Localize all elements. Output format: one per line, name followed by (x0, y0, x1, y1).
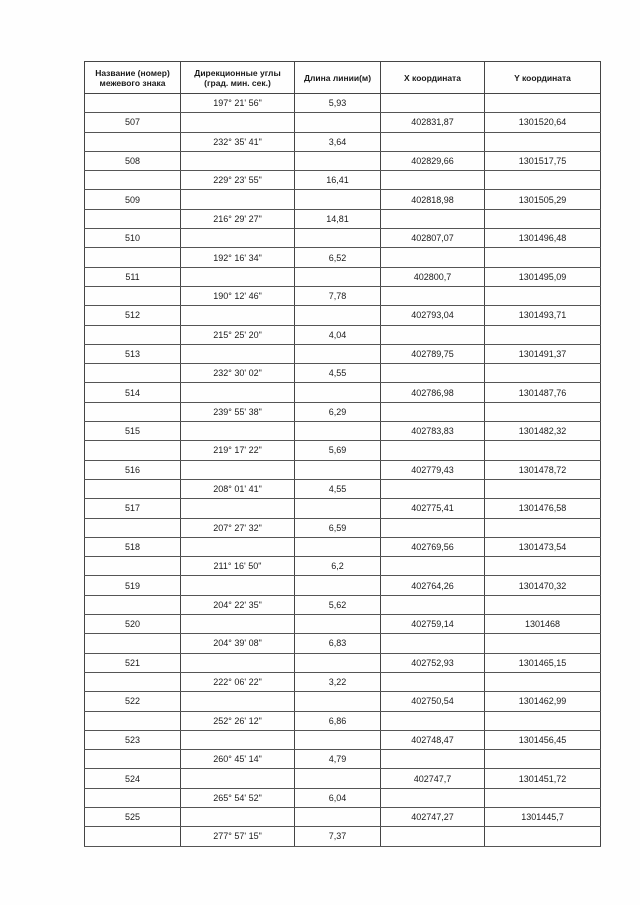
cell-line-length: 6,04 (295, 788, 381, 807)
cell-direction-angle (181, 576, 295, 595)
cell-x-coordinate (381, 595, 485, 614)
cell-x-coordinate: 402769,56 (381, 537, 485, 556)
cell-direction-angle: 229° 23' 55" (181, 171, 295, 190)
cell-line-length (295, 306, 381, 325)
cell-marker-name (85, 827, 181, 846)
cell-y-coordinate: 1301495,09 (485, 267, 601, 286)
cell-x-coordinate (381, 94, 485, 113)
cell-y-coordinate: 1301478,72 (485, 460, 601, 479)
cell-direction-angle (181, 460, 295, 479)
cell-marker-name (85, 441, 181, 460)
cell-x-coordinate (381, 171, 485, 190)
header-line-length: Длина линии(м) (295, 62, 381, 94)
cell-y-coordinate (485, 402, 601, 421)
cell-marker-name: 518 (85, 537, 181, 556)
cell-direction-angle: 207° 27' 32" (181, 518, 295, 537)
cell-marker-name: 512 (85, 306, 181, 325)
cell-line-length (295, 383, 381, 402)
cell-direction-angle: 208° 01' 41" (181, 479, 295, 498)
cell-x-coordinate (381, 441, 485, 460)
header-marker-name: Название (номер) межевого знака (85, 62, 181, 94)
cell-direction-angle: 252° 26' 12" (181, 711, 295, 730)
cell-x-coordinate: 402793,04 (381, 306, 485, 325)
cell-y-coordinate: 1301496,48 (485, 229, 601, 248)
table-body (85, 94, 601, 847)
cell-x-coordinate: 402775,41 (381, 499, 485, 518)
cell-line-length: 6,52 (295, 248, 381, 267)
cell-marker-name: 509 (85, 190, 181, 209)
cell-y-coordinate (485, 827, 601, 846)
cell-marker-name (85, 634, 181, 653)
cell-x-coordinate: 402747,7 (381, 769, 485, 788)
cell-direction-angle (181, 653, 295, 672)
cell-y-coordinate: 1301468 (485, 615, 601, 634)
cell-marker-name (85, 325, 181, 344)
cell-line-length: 4,79 (295, 750, 381, 769)
cell-marker-name: 524 (85, 769, 181, 788)
table-row-segment (85, 672, 601, 691)
cell-line-length: 5,93 (295, 94, 381, 113)
cell-direction-angle: 265° 54' 52" (181, 788, 295, 807)
table-row-marker (85, 576, 601, 595)
cell-direction-angle: 215° 25' 20" (181, 325, 295, 344)
table-row-segment (85, 711, 601, 730)
cell-direction-angle (181, 190, 295, 209)
cell-marker-name (85, 94, 181, 113)
cell-line-length: 5,62 (295, 595, 381, 614)
cell-x-coordinate (381, 518, 485, 537)
cell-line-length (295, 653, 381, 672)
cell-x-coordinate (381, 788, 485, 807)
cell-y-coordinate: 1301462,99 (485, 692, 601, 711)
table-row-segment (85, 595, 601, 614)
cell-marker-name (85, 595, 181, 614)
cell-direction-angle (181, 383, 295, 402)
cell-line-length (295, 615, 381, 634)
cell-x-coordinate (381, 402, 485, 421)
table-header-row (85, 62, 601, 94)
cell-y-coordinate (485, 479, 601, 498)
cell-direction-angle (181, 267, 295, 286)
boundary-coordinates-table (84, 61, 601, 847)
cell-line-length: 4,55 (295, 479, 381, 498)
cell-line-length (295, 267, 381, 286)
cell-y-coordinate: 1301445,7 (485, 807, 601, 826)
cell-x-coordinate (381, 479, 485, 498)
cell-line-length: 4,04 (295, 325, 381, 344)
cell-line-length (295, 190, 381, 209)
cell-y-coordinate: 1301456,45 (485, 730, 601, 749)
cell-marker-name: 519 (85, 576, 181, 595)
cell-line-length: 16,41 (295, 171, 381, 190)
table-row-marker (85, 692, 601, 711)
cell-direction-angle (181, 113, 295, 132)
cell-x-coordinate (381, 364, 485, 383)
cell-y-coordinate: 1301487,76 (485, 383, 601, 402)
cell-marker-name: 513 (85, 344, 181, 363)
cell-marker-name: 514 (85, 383, 181, 402)
cell-marker-name (85, 132, 181, 151)
cell-y-coordinate (485, 171, 601, 190)
cell-direction-angle: 190° 12' 46" (181, 286, 295, 305)
cell-x-coordinate: 402783,83 (381, 422, 485, 441)
table-row-marker (85, 151, 601, 170)
cell-x-coordinate: 402829,66 (381, 151, 485, 170)
cell-x-coordinate (381, 557, 485, 576)
cell-direction-angle: 216° 29' 27" (181, 209, 295, 228)
cell-line-length (295, 460, 381, 479)
cell-y-coordinate (485, 557, 601, 576)
cell-y-coordinate (485, 286, 601, 305)
table-row-marker (85, 807, 601, 826)
table-row-marker (85, 306, 601, 325)
cell-line-length: 7,78 (295, 286, 381, 305)
cell-marker-name: 511 (85, 267, 181, 286)
cell-marker-name (85, 286, 181, 305)
cell-line-length (295, 769, 381, 788)
cell-x-coordinate: 402789,75 (381, 344, 485, 363)
cell-marker-name (85, 672, 181, 691)
cell-y-coordinate (485, 94, 601, 113)
cell-marker-name (85, 518, 181, 537)
table-row-segment (85, 557, 601, 576)
cell-line-length (295, 576, 381, 595)
table-row-segment (85, 209, 601, 228)
cell-marker-name: 523 (85, 730, 181, 749)
cell-x-coordinate: 402831,87 (381, 113, 485, 132)
cell-marker-name: 507 (85, 113, 181, 132)
table-row-marker (85, 730, 601, 749)
cell-direction-angle (181, 306, 295, 325)
cell-line-length (295, 499, 381, 518)
cell-line-length: 7,37 (295, 827, 381, 846)
cell-marker-name (85, 788, 181, 807)
cell-marker-name (85, 479, 181, 498)
cell-x-coordinate (381, 286, 485, 305)
cell-marker-name (85, 402, 181, 421)
cell-marker-name (85, 557, 181, 576)
cell-y-coordinate (485, 672, 601, 691)
cell-marker-name (85, 711, 181, 730)
cell-line-length: 14,81 (295, 209, 381, 228)
cell-y-coordinate (485, 518, 601, 537)
cell-direction-angle (181, 499, 295, 518)
cell-marker-name: 510 (85, 229, 181, 248)
cell-marker-name: 517 (85, 499, 181, 518)
table-row-marker (85, 422, 601, 441)
cell-line-length (295, 151, 381, 170)
cell-x-coordinate: 402779,43 (381, 460, 485, 479)
table-row-marker (85, 267, 601, 286)
cell-line-length (295, 113, 381, 132)
cell-y-coordinate: 1301451,72 (485, 769, 601, 788)
cell-y-coordinate (485, 364, 601, 383)
table-row-segment (85, 827, 601, 846)
cell-x-coordinate (381, 672, 485, 691)
cell-marker-name: 525 (85, 807, 181, 826)
cell-x-coordinate (381, 325, 485, 344)
table-row-segment (85, 364, 601, 383)
table-row-marker (85, 190, 601, 209)
table-row-segment (85, 750, 601, 769)
table-row-segment (85, 479, 601, 498)
cell-y-coordinate (485, 634, 601, 653)
cell-direction-angle: 277° 57' 15" (181, 827, 295, 846)
cell-line-length: 3,22 (295, 672, 381, 691)
cell-marker-name: 521 (85, 653, 181, 672)
cell-x-coordinate: 402750,54 (381, 692, 485, 711)
cell-direction-angle: 192° 16' 34" (181, 248, 295, 267)
cell-line-length (295, 807, 381, 826)
cell-x-coordinate: 402748,47 (381, 730, 485, 749)
table-row-segment (85, 132, 601, 151)
cell-direction-angle (181, 615, 295, 634)
cell-y-coordinate: 1301493,71 (485, 306, 601, 325)
header-y-coordinate: Y координата (485, 62, 601, 94)
cell-x-coordinate: 402786,98 (381, 383, 485, 402)
cell-line-length: 6,2 (295, 557, 381, 576)
header-x-coordinate: X координата (381, 62, 485, 94)
table-row-marker (85, 113, 601, 132)
cell-direction-angle: 204° 39' 08" (181, 634, 295, 653)
cell-line-length (295, 730, 381, 749)
cell-direction-angle: 232° 35' 41" (181, 132, 295, 151)
cell-x-coordinate (381, 634, 485, 653)
cell-line-length (295, 229, 381, 248)
table-row-segment (85, 788, 601, 807)
cell-y-coordinate: 1301520,64 (485, 113, 601, 132)
cell-marker-name (85, 750, 181, 769)
cell-marker-name (85, 248, 181, 267)
cell-direction-angle (181, 229, 295, 248)
cell-y-coordinate (485, 788, 601, 807)
cell-y-coordinate (485, 711, 601, 730)
cell-marker-name: 522 (85, 692, 181, 711)
cell-direction-angle: 219° 17' 22" (181, 441, 295, 460)
cell-marker-name (85, 364, 181, 383)
cell-y-coordinate (485, 132, 601, 151)
cell-line-length: 3,64 (295, 132, 381, 151)
table-row-segment (85, 441, 601, 460)
cell-y-coordinate: 1301473,54 (485, 537, 601, 556)
cell-x-coordinate: 402752,93 (381, 653, 485, 672)
table-row-marker (85, 615, 601, 634)
cell-x-coordinate (381, 750, 485, 769)
table-row-marker (85, 653, 601, 672)
cell-direction-angle (181, 422, 295, 441)
cell-direction-angle: 260° 45' 14" (181, 750, 295, 769)
cell-marker-name: 508 (85, 151, 181, 170)
cell-x-coordinate: 402764,26 (381, 576, 485, 595)
cell-direction-angle: 204° 22' 35" (181, 595, 295, 614)
cell-y-coordinate (485, 441, 601, 460)
cell-y-coordinate: 1301491,37 (485, 344, 601, 363)
cell-y-coordinate (485, 248, 601, 267)
cell-line-length (295, 692, 381, 711)
cell-direction-angle: 211° 16' 50" (181, 557, 295, 576)
cell-direction-angle: 197° 21' 56" (181, 94, 295, 113)
cell-line-length (295, 422, 381, 441)
cell-line-length: 6,59 (295, 518, 381, 537)
cell-x-coordinate: 402747,27 (381, 807, 485, 826)
cell-x-coordinate (381, 827, 485, 846)
table-row-marker (85, 229, 601, 248)
cell-direction-angle (181, 730, 295, 749)
cell-x-coordinate: 402800,7 (381, 267, 485, 286)
cell-marker-name: 515 (85, 422, 181, 441)
cell-line-length: 6,86 (295, 711, 381, 730)
cell-y-coordinate: 1301517,75 (485, 151, 601, 170)
cell-x-coordinate (381, 132, 485, 151)
table-row-marker (85, 769, 601, 788)
cell-y-coordinate (485, 209, 601, 228)
cell-direction-angle: 239° 55' 38" (181, 402, 295, 421)
table-row-marker (85, 460, 601, 479)
table-row-segment (85, 402, 601, 421)
cell-y-coordinate: 1301476,58 (485, 499, 601, 518)
cell-line-length: 6,83 (295, 634, 381, 653)
cell-x-coordinate: 402807,07 (381, 229, 485, 248)
cell-y-coordinate (485, 750, 601, 769)
cell-line-length: 5,69 (295, 441, 381, 460)
cell-y-coordinate (485, 595, 601, 614)
table-row-marker (85, 499, 601, 518)
cell-x-coordinate: 402818,98 (381, 190, 485, 209)
cell-direction-angle (181, 537, 295, 556)
cell-y-coordinate: 1301465,15 (485, 653, 601, 672)
cell-y-coordinate: 1301505,29 (485, 190, 601, 209)
table-row-segment (85, 171, 601, 190)
cell-line-length: 6,29 (295, 402, 381, 421)
cell-direction-angle (181, 692, 295, 711)
cell-marker-name: 520 (85, 615, 181, 634)
cell-direction-angle (181, 769, 295, 788)
table-row-segment (85, 94, 601, 113)
table-row-segment (85, 248, 601, 267)
cell-direction-angle (181, 344, 295, 363)
cell-marker-name (85, 171, 181, 190)
table-row-marker (85, 383, 601, 402)
table-row-segment (85, 286, 601, 305)
cell-marker-name (85, 209, 181, 228)
cell-y-coordinate: 1301482,32 (485, 422, 601, 441)
cell-x-coordinate: 402759,14 (381, 615, 485, 634)
cell-marker-name: 516 (85, 460, 181, 479)
cell-direction-angle: 222° 06' 22" (181, 672, 295, 691)
table-row-segment (85, 325, 601, 344)
table-row-segment (85, 634, 601, 653)
table-row-marker (85, 344, 601, 363)
cell-y-coordinate: 1301470,32 (485, 576, 601, 595)
header-direction-angle: Дирекционные углы (град. мин. сек.) (181, 62, 295, 94)
cell-line-length (295, 344, 381, 363)
cell-x-coordinate (381, 209, 485, 228)
table-row-marker (85, 537, 601, 556)
cell-y-coordinate (485, 325, 601, 344)
cell-line-length (295, 537, 381, 556)
cell-x-coordinate (381, 711, 485, 730)
cell-line-length: 4,55 (295, 364, 381, 383)
cell-direction-angle (181, 151, 295, 170)
cell-x-coordinate (381, 248, 485, 267)
cell-direction-angle (181, 807, 295, 826)
cell-direction-angle: 232° 30' 02" (181, 364, 295, 383)
table-row-segment (85, 518, 601, 537)
